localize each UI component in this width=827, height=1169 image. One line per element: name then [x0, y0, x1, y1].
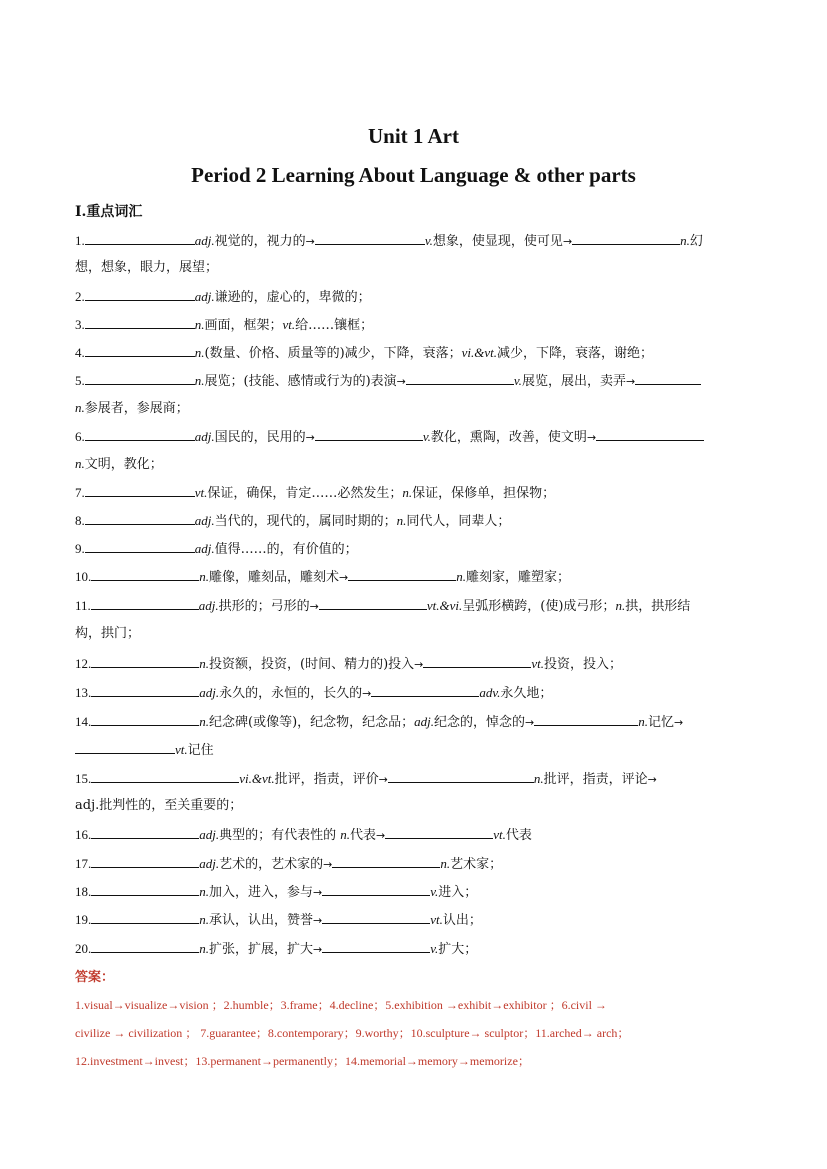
- vocab-item-11-cont: 构，拱门；: [75, 626, 141, 641]
- vocab-item-3: 3. n.画面，框架；vt.给……镶框；: [75, 314, 755, 336]
- answer-blank[interactable]: [85, 370, 195, 385]
- answer-blank[interactable]: [423, 653, 531, 668]
- vocab-item-5: 5. n.展览；(技能、感情或行为的)表演→ v.展览，展出，卖弄→: [75, 370, 755, 392]
- vocab-item-10: 10. n.雕像，雕刻品，雕刻术→ n.雕刻家，雕塑家；: [75, 566, 755, 588]
- answer-blank[interactable]: [91, 881, 199, 896]
- answer-blank[interactable]: [91, 824, 199, 839]
- answers-heading: 答案：: [75, 970, 115, 985]
- answer-blank[interactable]: [85, 286, 195, 301]
- vocab-item-20: 20. n.扩张，扩展，扩大→ v.扩大；: [75, 938, 755, 960]
- answer-blank[interactable]: [635, 370, 701, 385]
- vocab-item-5-cont: n.参展者，参展商；: [75, 400, 189, 416]
- answer-blank[interactable]: [572, 230, 680, 245]
- vocab-item-9: 9. adj.值得……的，有价值的；: [75, 538, 755, 560]
- answer-blank[interactable]: [385, 824, 493, 839]
- answer-blank[interactable]: [85, 342, 195, 357]
- vocab-item-16: 16. adj.典型的；有代表性的 n.代表→ vt.代表: [75, 824, 755, 846]
- answer-blank[interactable]: [319, 595, 427, 610]
- answer-blank[interactable]: [315, 230, 425, 245]
- vocab-item-12: 12. n.投资额，投资，(时间、精力的)投入→ vt.投资，投入；: [75, 653, 755, 675]
- answer-blank[interactable]: [91, 938, 199, 953]
- answer-blank[interactable]: [91, 595, 199, 610]
- vocab-item-14-cont: vt.记住: [75, 739, 755, 761]
- vocab-item-15: 15. vi.&vt.批评，指责，评价→ n.批评，指责，评论→: [75, 768, 755, 790]
- answer-blank[interactable]: [91, 768, 239, 783]
- answer-blank[interactable]: [85, 314, 195, 329]
- vocab-item-7: 7. vt.保证，确保，肯定……必然发生；n.保证，保修单，担保物；: [75, 482, 755, 504]
- answers-line-3: 12.investment→invest；13.permanent→permanently；14.memorial→memory→memorize；: [75, 1054, 530, 1068]
- answer-blank[interactable]: [91, 711, 199, 726]
- answer-blank[interactable]: [596, 426, 704, 441]
- answer-blank[interactable]: [348, 566, 456, 581]
- vocab-item-14: 14. n.纪念碑(或像等)，纪念物，纪念品；adj.纪念的，悼念的→ n.记忆→: [75, 711, 755, 733]
- vocab-item-19: 19. n.承认，认出，赞誉→ vt.认出；: [75, 909, 755, 931]
- vocab-item-11: 11. adj.拱形的；弓形的→ vt.&vi.呈弧形横跨，(使)成弓形；n.拱，拱形结: [75, 595, 755, 617]
- answer-blank[interactable]: [322, 881, 430, 896]
- unit-title: Unit 1 Art: [368, 124, 459, 148]
- answer-blank[interactable]: [85, 510, 195, 525]
- vocab-item-13: 13. adj.永久的，永恒的，长久的→ adv.永久地；: [75, 682, 755, 704]
- vocab-item-1-cont: 想，想象，眼力，展望；: [75, 260, 219, 275]
- answer-blank[interactable]: [85, 230, 195, 245]
- vocab-item-4: 4. n.(数量、价格、质量等的)减少，下降，衰落；vi.&vt.减少，下降，衰落，谢绝；: [75, 342, 755, 364]
- answer-blank[interactable]: [534, 711, 638, 726]
- vocab-item-6-cont: n.文明，教化；: [75, 456, 163, 472]
- answer-blank[interactable]: [91, 653, 199, 668]
- answer-blank[interactable]: [85, 482, 195, 497]
- answer-blank[interactable]: [91, 909, 199, 924]
- vocab-item-6: 6. adj.国民的，民用的→ v.教化，熏陶，改善，使文明→: [75, 426, 755, 448]
- answer-blank[interactable]: [315, 426, 423, 441]
- vocab-item-15-cont: adj.批判性的，至关重要的；: [75, 798, 243, 813]
- answer-blank[interactable]: [388, 768, 534, 783]
- vocab-item-8: 8. adj.当代的，现代的，属同时期的；n.同代人，同辈人；: [75, 510, 755, 532]
- period-title: Period 2 Learning About Language & other parts: [191, 163, 636, 187]
- answer-blank[interactable]: [322, 938, 430, 953]
- vocab-item-2: 2. adj.谦逊的，虚心的，卑微的；: [75, 286, 755, 308]
- answer-blank[interactable]: [85, 426, 195, 441]
- answer-blank[interactable]: [406, 370, 514, 385]
- answer-blank[interactable]: [322, 909, 430, 924]
- answer-blank[interactable]: [91, 566, 199, 581]
- answer-blank[interactable]: [371, 682, 479, 697]
- section-heading: I.重点词汇: [75, 204, 143, 220]
- answer-blank[interactable]: [85, 538, 195, 553]
- answer-blank[interactable]: [75, 739, 175, 754]
- answers-line-2: civilize → civilization ； 7.guarantee；8.contemporary；9.worthy；10.sculpture→ sculptor；11.arched→ arch；: [75, 1026, 630, 1040]
- vocab-item-17: 17. adj.艺术的，艺术家的→ n.艺术家；: [75, 853, 755, 875]
- vocab-item-18: 18. n.加入，进入，参与→ v.进入；: [75, 881, 755, 903]
- answer-blank[interactable]: [91, 853, 199, 868]
- answers-line-1: 1.visual→visualize→vision ；2.humble；3.frame；4.decline；5.exhibition →exhibit→exhibitor ；6.civil →: [75, 998, 607, 1012]
- answer-blank[interactable]: [91, 682, 199, 697]
- vocab-item-1: 1. adj.视觉的，视力的→ v.想象，使显现，使可见→ n.幻: [75, 230, 755, 252]
- answer-blank[interactable]: [332, 853, 440, 868]
